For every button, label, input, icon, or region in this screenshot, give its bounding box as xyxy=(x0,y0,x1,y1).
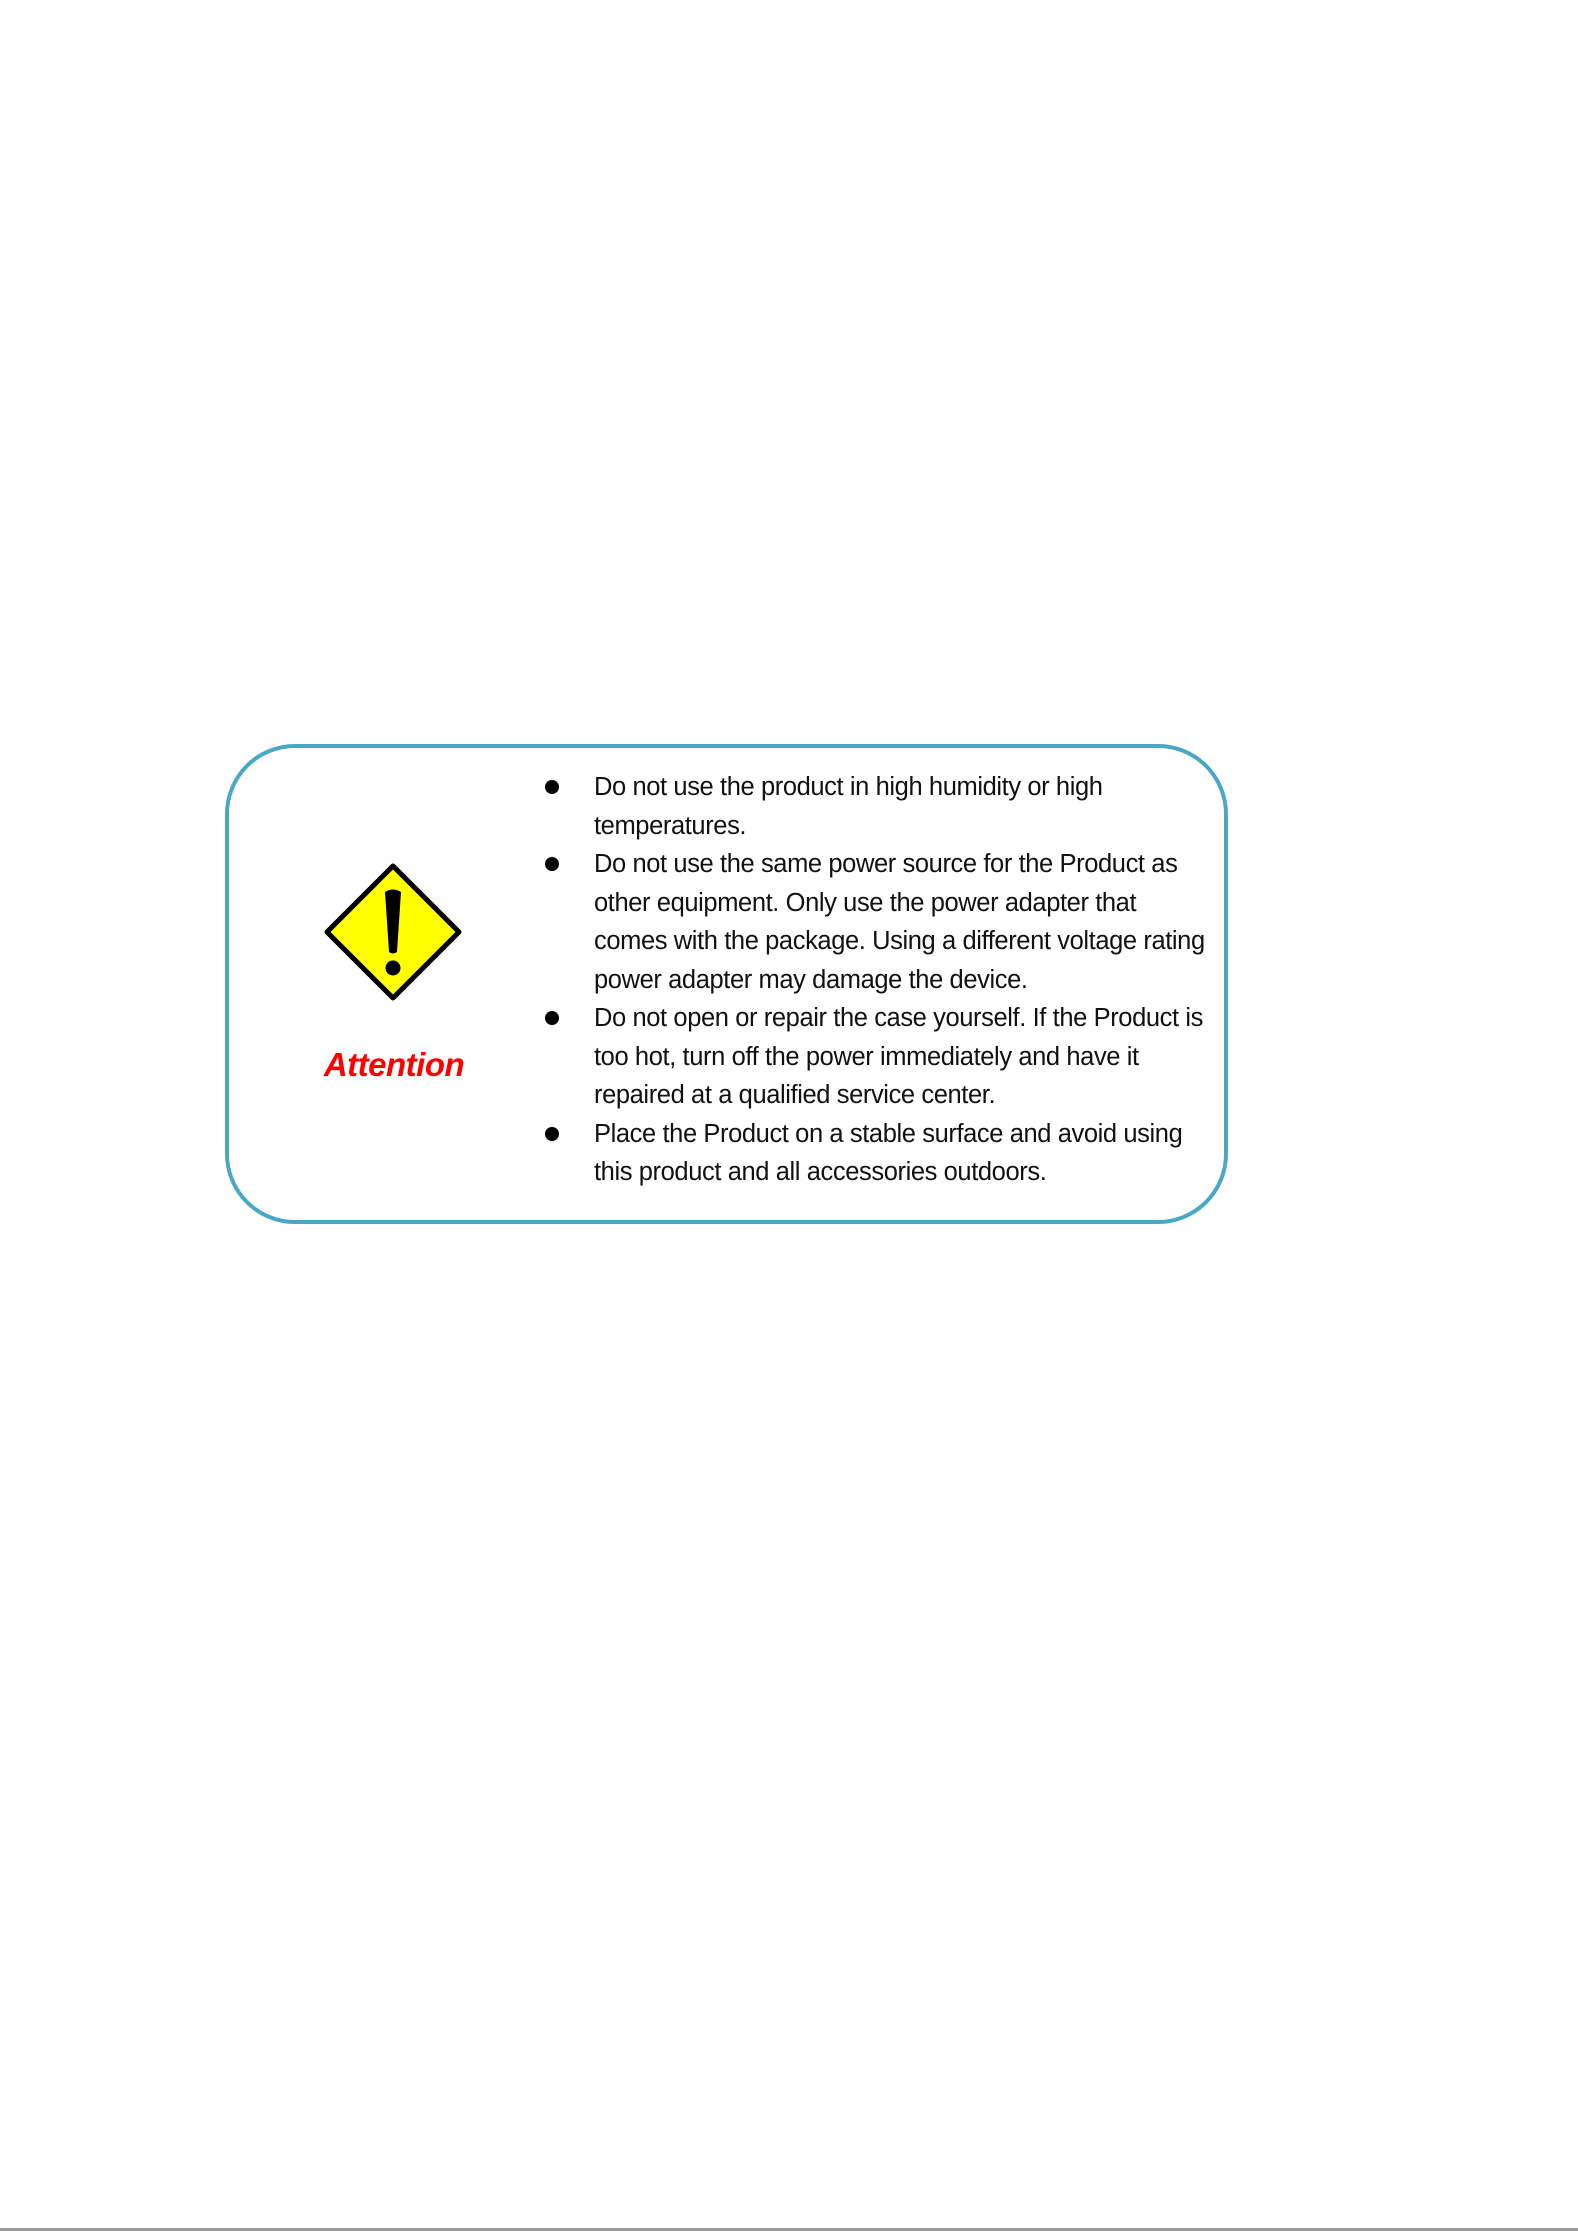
list-item-text: Do not open or repair the case yourself. If the Product is too hot, turn off the power immediately and have it repaired at a qualified service center. xyxy=(594,1004,1203,1109)
attention-label: Attention xyxy=(323,1046,465,1083)
list-item xyxy=(538,999,1208,1115)
bullet-icon xyxy=(545,1127,559,1141)
warning-icon xyxy=(321,860,465,1004)
list-item-text: Do not use the same power source for the Product as other equipment. Only use the power adapter that comes with the package. Using a different voltage rating power adapter may damage the device. xyxy=(594,850,1205,994)
list-item xyxy=(538,768,1208,845)
list-item xyxy=(538,1115,1208,1192)
warning-column xyxy=(289,748,499,1220)
bullet-icon xyxy=(545,1011,559,1025)
bullet-icon xyxy=(545,857,559,871)
list-item-text: Do not use the product in high humidity or high temperatures. xyxy=(594,773,1103,840)
attention-notice-box xyxy=(225,744,1228,1224)
safety-bullet-list xyxy=(538,768,1208,1192)
list-item-text: Place the Product on a stable surface and avoid using this product and all accessories outdoors. xyxy=(594,1119,1183,1186)
list-item xyxy=(538,845,1208,999)
bullet-icon xyxy=(545,780,559,794)
